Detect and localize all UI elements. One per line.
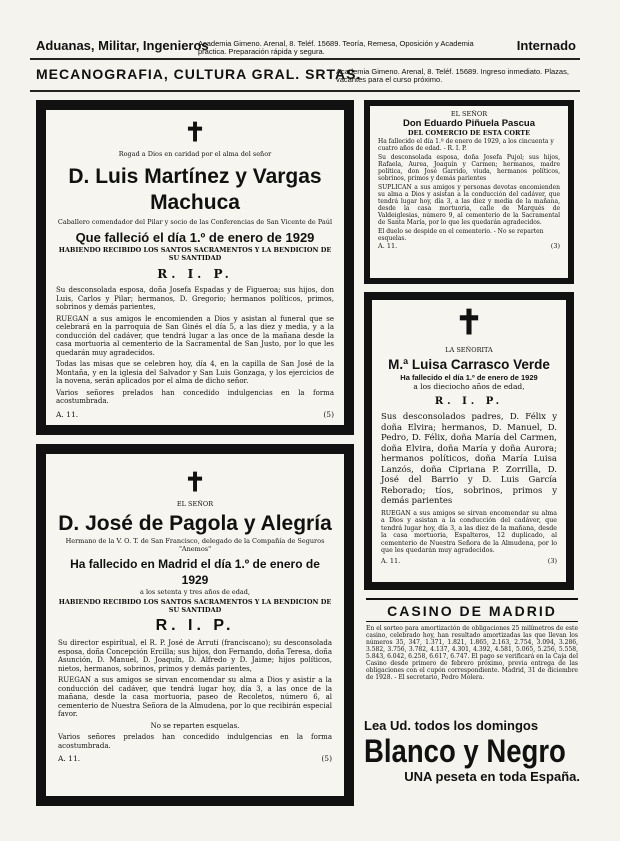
rip-text: R. I. P. xyxy=(157,267,233,281)
header-right-text: Internado xyxy=(516,38,576,53)
advert-price: UNA peseta en toda España. xyxy=(404,769,580,784)
obituary-notice-maria-luisa xyxy=(364,292,574,590)
blanco-y-negro-advert xyxy=(364,718,580,812)
notice-footer xyxy=(56,410,334,419)
cross-icon: ✝ xyxy=(184,118,206,148)
no-notices-text: No se reparten esquelas. xyxy=(150,721,240,730)
masses-paragraph: Todas las misas que se celebren hoy, día 4, en la capilla de San José de la Montaña, y en la iglesia del Salvador y San Luis Gonzaga, y los ejercicios de la novena, serán aplicados por el alma de dicho señor. xyxy=(56,360,334,385)
death-date: Ha fallecido en Madrid el día 1.º de enero de 1929 xyxy=(70,557,320,587)
notice-intro: EL SEÑOR xyxy=(450,110,488,118)
divider xyxy=(30,58,580,60)
request-paragraph: SUPLICAN a sus amigos y personas devotas encomienden su alma a Dios y asistan a la conducción del cadáver, que tendrá lugar hoy, día 3, a las diez y media de la mañana, desde la casa mortuoria, calle de Marqués de Valdeiglesias, número 9, al cementerio de la Sacramental de Santa María, por lo que les quedarán agradecidos. xyxy=(378,184,560,226)
header-row-2 xyxy=(36,64,576,86)
deceased-name: D. Luis Martínez y Vargas Machuca xyxy=(68,165,322,214)
notice-footer xyxy=(381,557,557,565)
casino-title: CASINO DE MADRID xyxy=(366,598,578,622)
notice-code: A. 11. xyxy=(58,754,81,763)
casino-notice xyxy=(366,598,578,681)
notice-footer xyxy=(58,754,332,763)
mourners-paragraph: Su desconsolada esposa, doña Josefa Pujol; sus hijos, Rafaela, Aurea, Joaquín y Carmen; hermanos, madre política, don José Garrido, viuda, hermanos políticos, sobrinos, primos y demás parientes xyxy=(378,154,560,182)
cross-icon: ✝ xyxy=(184,468,206,498)
deceased-description: Hermano de la V. O. T. de San Francisco, delegado de la Compañía de Seguros "Anemos" xyxy=(65,537,325,553)
mourners-paragraph: Su desconsolada esposa, doña Josefa Espadas y de Figueroa; sus hijos, don Luis, Carlos y Pilar; hermanos, D. Gregorio; hermanos políticos, primos, sobrinos y demás parientes, xyxy=(56,286,334,311)
notice-code: A. 11. xyxy=(378,242,398,250)
closing-text: El duelo se despide en el cementerio. - No se reparten esquelas. xyxy=(378,228,544,242)
advert-tagline: Lea Ud. todos los domingos xyxy=(364,718,539,733)
age-text: a los setenta y tres años de edad, xyxy=(140,588,250,596)
sacraments-text: HABIENDO RECIBIDO LOS SANTOS SACRAMENTOS Y LA BENDICION DE SU SANTIDAD xyxy=(58,598,332,614)
notice-intro: Rogad a Dios en caridad por el alma del señor xyxy=(118,150,272,158)
death-date: Ha fallecido el día 1.º de enero de 1929 xyxy=(400,373,538,382)
notice-code: A. 11. xyxy=(56,409,79,419)
header-row-1 xyxy=(36,38,576,54)
sacraments-text: HABIENDO RECIBIDO LOS SANTOS SACRAMENTOS Y LA BENDICION DE SU SANTIDAD xyxy=(58,246,332,262)
header-row2-ad: Academia Gimeno. Arenal, 8. Teléf. 15689. Ingreso inmediato. Plazas, vacantes para el curso próximo. xyxy=(336,67,569,84)
notice-number: (5) xyxy=(323,409,334,419)
age-text: a los dieciocho años de edad, xyxy=(413,382,525,391)
notice-intro: LA SEÑORITA xyxy=(445,346,493,354)
notice-number: (3) xyxy=(550,242,560,250)
rip-text: R. I. P. xyxy=(155,617,235,634)
request-paragraph: RUEGAN a sus amigos se sirvan encomendar su alma a Dios y asistir a la conducción del cadáver, que tendrá lugar hoy, día 3, a las once de la mañana, desde la casa mortuoria, paseo de Recoletos, número 6, al cementerio de Nuestra Señora de la Almudena, por lo que recibirán especial favor. xyxy=(58,676,332,718)
header-ad-text: Academia Gimeno. Arenal, 8. Teléf. 15689. Teoría, Remesa, Oposición y Academia práctica. Preparación rápida y segura. xyxy=(198,39,474,56)
obituary-notice-eduardo xyxy=(364,100,574,284)
deceased-name: M.ª Luisa Carrasco Verde xyxy=(388,357,550,372)
notice-number: (5) xyxy=(321,754,332,763)
request-paragraph: RUEGAN a sus amigos se sirvan encomendar su alma a Dios y asistan a la conducción del cadáver, que tendrá lugar hoy, día 3, a las diez de la mañana, desde la casa mortuoria, Espalteros, 12 duplicado, al cementerio de Nuestra Señora de la Almudena, por lo que les quedarán muy agradecidos. xyxy=(381,509,557,554)
obituary-notice-luis xyxy=(36,100,354,435)
notice-footer xyxy=(378,242,560,250)
obituary-notice-jose xyxy=(36,444,354,806)
casino-text: En el sorteo para amortización de obligaciones 25 milímetros de este casino, celebrado hoy, han resultado amortizadas las que llevan los números 35, 347, 1.371, 1.821, 1.865, 2.163, 2.754, 3.094, 3.286, 3.582, 3.756, 3.782, 4.137, 4.301, 4.392, 4.581, 5.065, 5.256, 5.558, 5.843, 6.042, 6.258, 6.617, 6.747. El pago se verificará en la Caja del Casino desde primero de febrero próximo, previa entrega de las obligaciones con el cupón correspondiente. Madrid, 31 de diciembre de 1928. - El secretario, Pedro Molera. xyxy=(366,625,578,681)
deceased-description: DEL COMERCIO DE ESTA CORTE xyxy=(407,129,531,137)
rip-text: R. I. P. xyxy=(434,396,504,407)
notice-code: A. 11. xyxy=(381,556,401,565)
advert-title: Blanco y Negro xyxy=(364,733,566,769)
deceased-name: D. José de Pagola y Alegría xyxy=(58,512,332,535)
mourners-paragraph: Su director espiritual, el R. P. José de Arruti (franciscano); su desconsolada esposa, doña Concepción Ercilla; sus hijos, don Fernando, doña Teresa, doña Asunción, D. Manuel, D. Joaquín, D. Alfredo y D. Jaime; hijos políticos, nietos, hermanos, sobrinos, primos y demás parientes, xyxy=(58,639,332,673)
notice-intro: EL SEÑOR xyxy=(176,500,214,508)
cross-icon: ✝ xyxy=(454,303,484,343)
divider xyxy=(30,90,580,92)
death-date: Ha fallecido el día 1.º de enero de 1929, a los cincuenta y cuatro años de edad. - R. I. P. xyxy=(378,138,554,152)
death-date: Que falleció el día 1.º de enero de 1929 xyxy=(75,230,315,245)
request-paragraph: RUEGAN a sus amigos le encomienden a Dios y asistan al funeral que se celebrará en la parroquia de San Ginés el día 5, a las diez y media, y a la conducción del cadáver, que tendrá lugar a las once de la mañana desde la casa mortuoria al cementerio de la Sacramental de San Justo, por lo que les quedarán muy agradecidos. xyxy=(56,314,334,357)
indulgences-paragraph: Varios señores prelados han concedido indulgencias en la forma acostumbrada. xyxy=(58,733,332,750)
notice-number: (3) xyxy=(547,556,557,565)
header-row2-left: MECANOGRAFIA, CULTURA GRAL. SRTAS. xyxy=(36,66,362,82)
deceased-description: Caballero comendador del Pilar y socio de las Conferencias de San Vicente de Paúl xyxy=(57,218,333,226)
deceased-name: Don Eduardo Piñuela Pascua xyxy=(403,118,535,129)
mourners-paragraph: Sus desconsolados padres, D. Félix y doña Elvira; hermanos, D. Manuel, D. Pedro, D. Félix, doña María del Carmen, doña Elvira, doña María y doña Aurora; hermanos políticos, doña María Luisa Lanzós, doña Cipriana P. Zorrilla, D. José del Barrio y D. Luis García Reborado; tíos, sobrinos, primos y demás parientes xyxy=(381,412,557,506)
indulgences-paragraph: Varios señores prelados han concedido indulgencias en la forma acostumbrada. xyxy=(56,388,334,405)
header-left-text: Aduanas, Militar, Ingenieros xyxy=(36,38,209,53)
